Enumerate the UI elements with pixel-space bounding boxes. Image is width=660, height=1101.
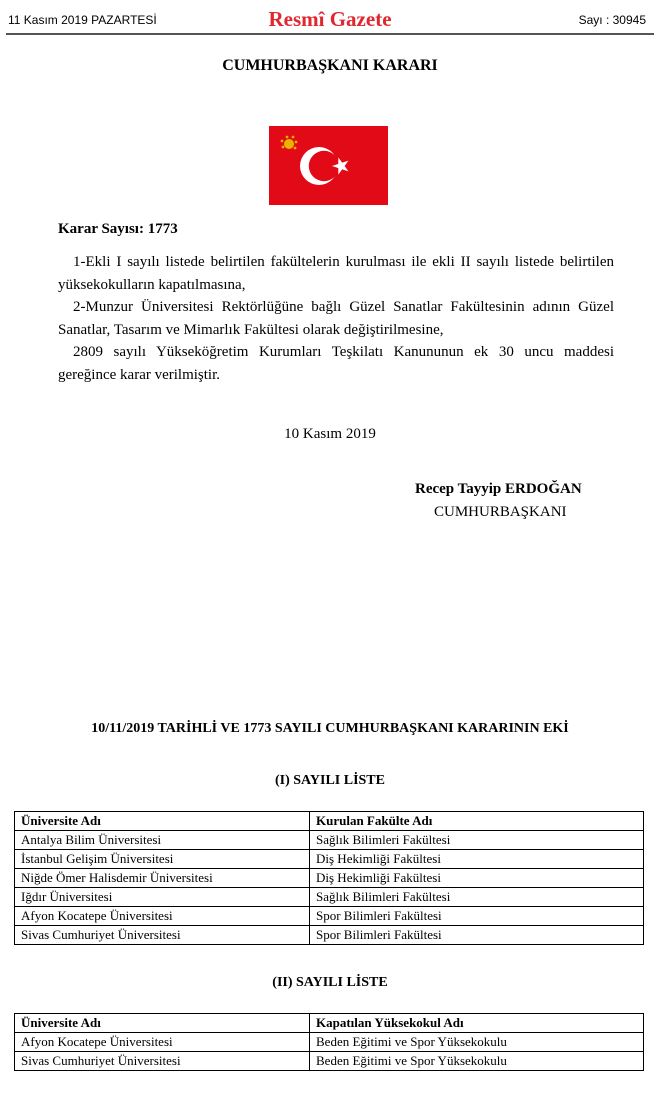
turkish-flag-icon	[269, 126, 388, 205]
school-cell: Beden Eğitimi ve Spor Yüksekokulu	[310, 1033, 644, 1052]
faculty-cell: Spor Bilimleri Fakültesi	[310, 926, 644, 945]
gazette-date: 11 Kasım 2019 PAZARTESİ	[8, 13, 157, 27]
table-row	[15, 907, 644, 926]
school-cell: Beden Eğitimi ve Spor Yüksekokulu	[310, 1052, 644, 1071]
faculty-cell: Spor Bilimleri Fakültesi	[310, 907, 644, 926]
closed-schools-table	[14, 1013, 644, 1071]
gazette-title: Resmî Gazete	[268, 7, 392, 31]
decree-paragraph-2: 2-Munzur Üniversitesi Rektörlüğüne bağlı Güzel Sanatlar Fakültesinin adının Güzel Sanatlar, Tasarım ve Mimarlık Fakültesi olarak değiştirilmesine,	[58, 299, 614, 338]
table-row	[15, 831, 644, 850]
table-row	[15, 1033, 644, 1052]
university-cell: Sivas Cumhuriyet Üniversitesi	[15, 1052, 310, 1071]
header-divider	[6, 33, 654, 35]
signatory-title: CUMHURBAŞKANI	[434, 504, 567, 520]
column-header-faculty: Kurulan Fakülte Adı	[310, 812, 644, 831]
university-cell: İstanbul Gelişim Üniversitesi	[15, 850, 310, 869]
table-header-row	[15, 812, 644, 831]
table-row	[15, 926, 644, 945]
faculty-cell: Diş Hekimliği Fakültesi	[310, 850, 644, 869]
table-row	[15, 869, 644, 888]
decree-date: 10 Kasım 2019	[284, 426, 376, 442]
table-row	[15, 888, 644, 907]
university-cell: Sivas Cumhuriyet Üniversitesi	[15, 926, 310, 945]
faculty-cell: Sağlık Bilimleri Fakültesi	[310, 831, 644, 850]
column-header-university: Üniversite Adı	[15, 812, 310, 831]
annex-title: 10/11/2019 TARİHLİ VE 1773 SAYILI CUMHURBAŞKANI KARARININ EKİ	[91, 721, 569, 736]
university-cell: Niğde Ömer Halisdemir Üniversitesi	[15, 869, 310, 888]
signatory-name: Recep Tayyip ERDOĞAN	[415, 481, 582, 497]
list-1-title: (I) SAYILI LİSTE	[275, 773, 385, 788]
column-header-university: Üniversite Adı	[15, 1014, 310, 1033]
university-cell: Afyon Kocatepe Üniversitesi	[15, 1033, 310, 1052]
decree-paragraph-1: 1-Ekli I sayılı listede belirtilen fakültelerin kurulması ile ekli II sayılı listede belirtilen yüksekokulların kapatılmasına,	[58, 254, 614, 293]
faculty-cell: Sağlık Bilimleri Fakültesi	[310, 888, 644, 907]
table-header-row	[15, 1014, 644, 1033]
decree-body	[58, 251, 614, 386]
decree-number: Karar Sayısı: 1773	[58, 221, 178, 237]
table-row	[15, 1052, 644, 1071]
university-cell: Afyon Kocatepe Üniversitesi	[15, 907, 310, 926]
established-faculties-table	[14, 811, 644, 945]
table-row	[15, 850, 644, 869]
list-2-title: (II) SAYILI LİSTE	[272, 975, 388, 990]
decree-paragraph-3: 2809 sayılı Yükseköğretim Kurumları Teşkilatı Kanununun ek 30 uncu maddesi gereğince karar verilmiştir.	[58, 344, 614, 383]
university-cell: Antalya Bilim Üniversitesi	[15, 831, 310, 850]
decree-title: CUMHURBAŞKANI KARARI	[222, 57, 438, 74]
faculty-cell: Diş Hekimliği Fakültesi	[310, 869, 644, 888]
university-cell: Iğdır Üniversitesi	[15, 888, 310, 907]
column-header-school: Kapatılan Yüksekokul Adı	[310, 1014, 644, 1033]
gazette-issue-number: Sayı : 30945	[578, 13, 646, 27]
